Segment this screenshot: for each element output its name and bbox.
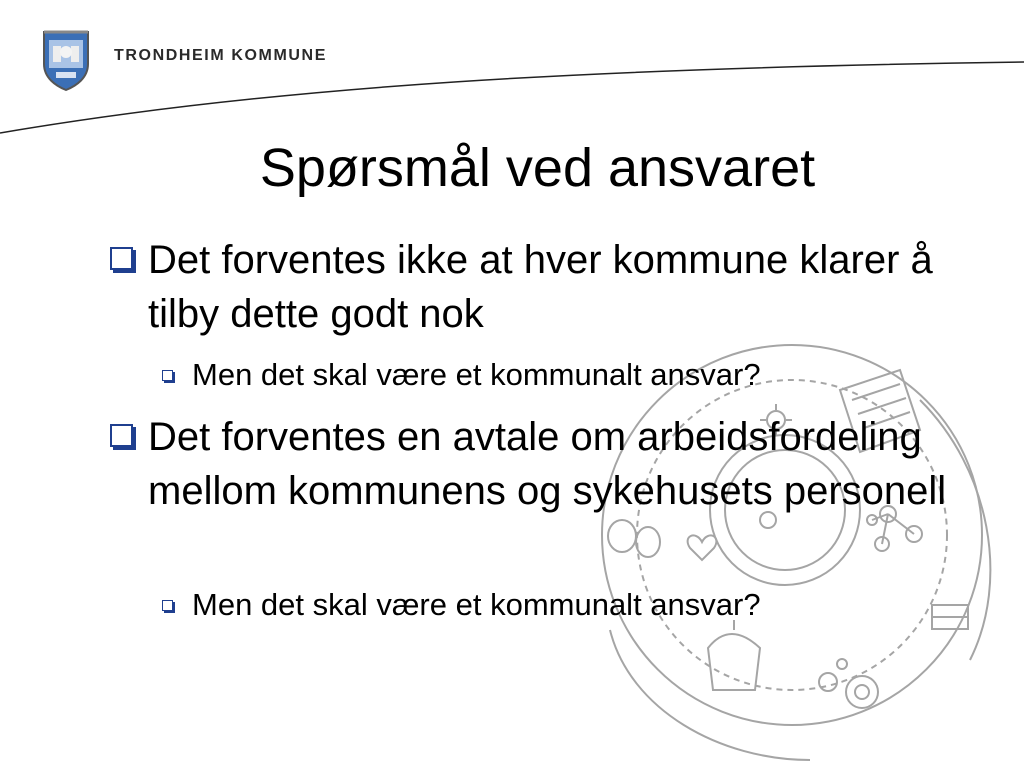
- sub-bullet-text: Men det skal være et kommunalt ansvar?: [192, 587, 761, 622]
- bullet-item: [110, 410, 990, 518]
- decorative-illustration: [570, 330, 1024, 768]
- bullet-text: Det forventes ikke at hver kommune klarer å tilby dette godt nok: [148, 238, 933, 336]
- square-bullet-icon: [162, 600, 173, 611]
- bullet-item: [110, 233, 990, 341]
- coat-of-arms-icon: [40, 26, 92, 92]
- sub-bullet-item: [162, 585, 982, 625]
- bullet-text: Det forventes en avtale om arbeidsfordeling mellom kommunens og sykehusets personell: [148, 415, 947, 513]
- header-curve-line: [0, 0, 1024, 140]
- sub-bullet-item: [162, 355, 982, 395]
- slide-title: Spørsmål ved ansvaret: [259, 138, 816, 198]
- square-bullet-icon: [162, 370, 173, 381]
- sub-bullet-text: Men det skal være et kommunalt ansvar?: [192, 357, 761, 392]
- square-bullet-icon: [110, 247, 133, 270]
- square-bullet-icon: [110, 424, 133, 447]
- organization-name: TRONDHEIM KOMMUNE: [114, 47, 327, 64]
